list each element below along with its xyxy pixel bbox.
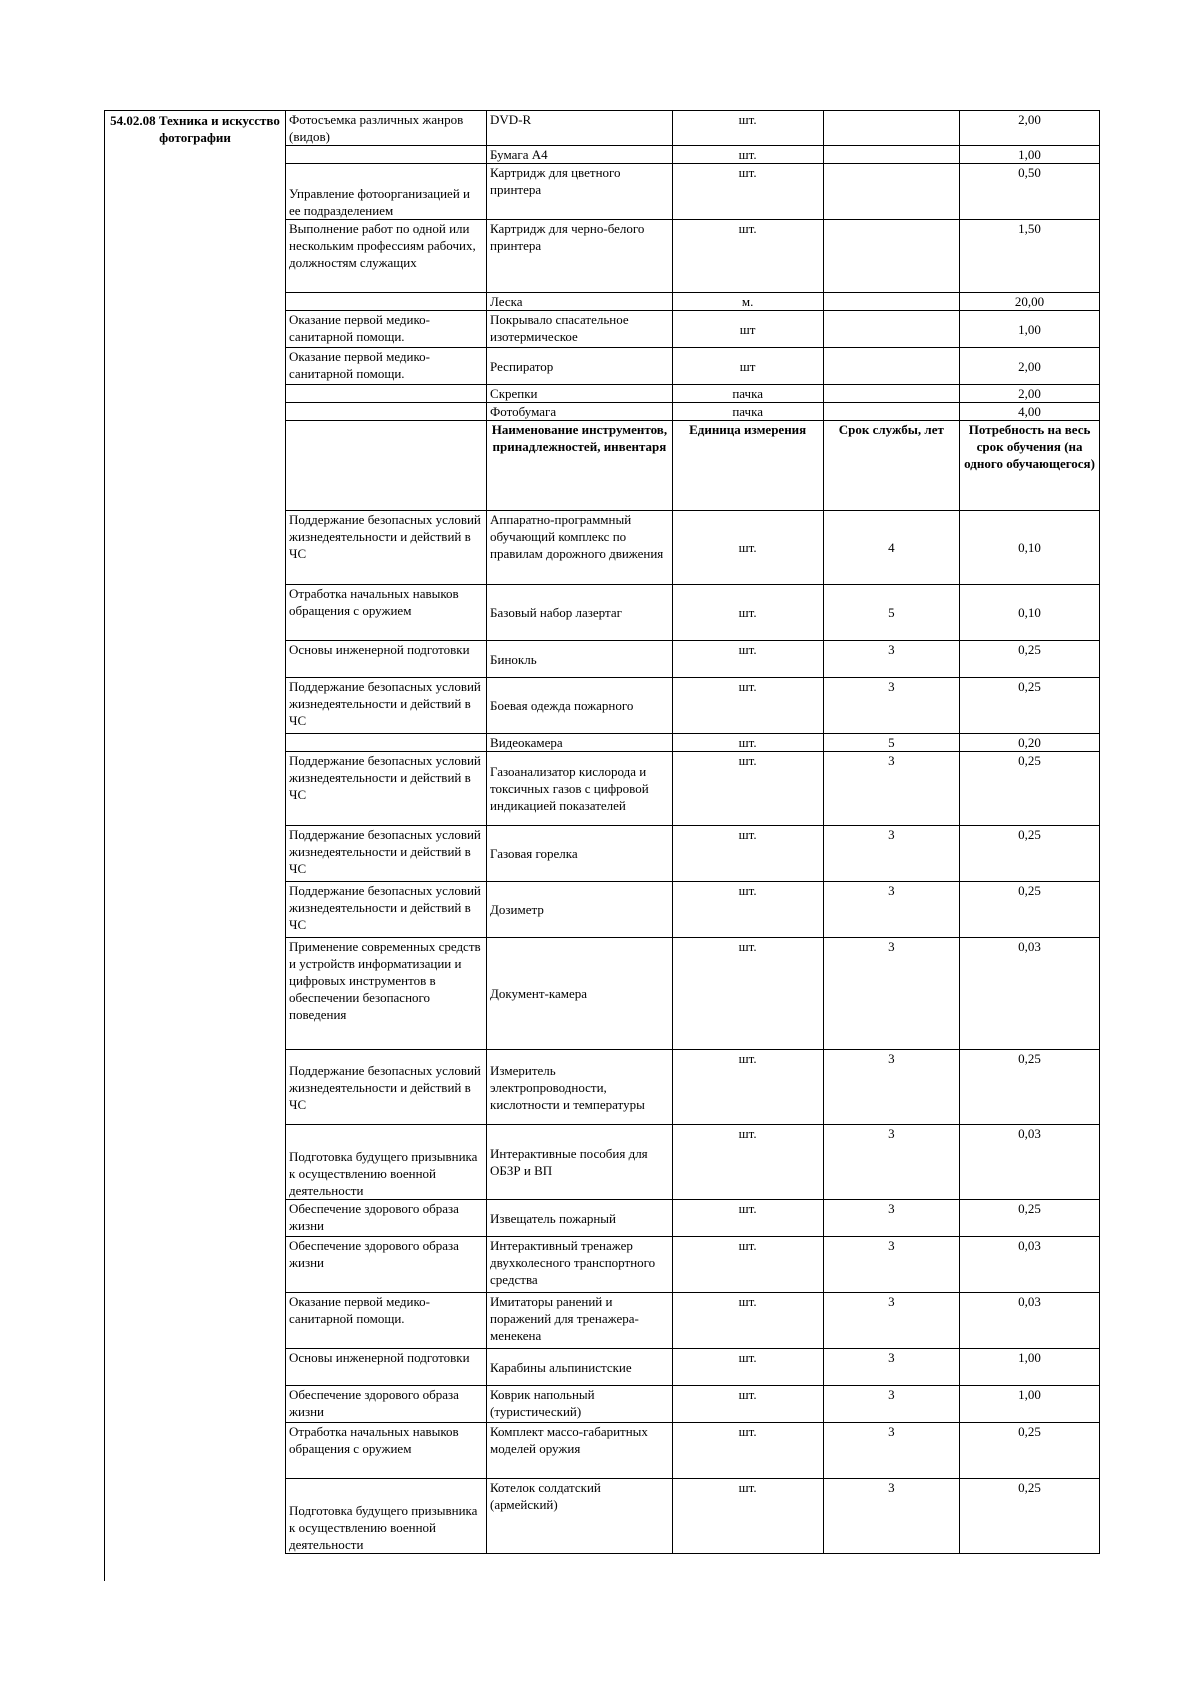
header-need: Потребность на весь срок обучения (на одного обучающегося): [960, 421, 1100, 511]
unit-cell: шт.: [672, 111, 823, 146]
table-row: [286, 385, 1100, 403]
need-cell: 0,25: [960, 1423, 1100, 1479]
activity-cell: [286, 146, 487, 164]
specialty-name: 54.02.08 Техника и искусство фотографии: [110, 113, 280, 145]
need-cell: 0,25: [960, 752, 1100, 826]
need-cell: 0,03: [960, 1293, 1100, 1349]
activity-cell: Подготовка будущего призывника к осуществлению военной деятельности: [286, 1125, 487, 1200]
item-cell: Интерактивные пособия для ОБЗР и ВП: [487, 1125, 673, 1200]
activity-cell: [286, 403, 487, 421]
need-cell: 1,00: [960, 1349, 1100, 1386]
life-cell: [823, 385, 960, 403]
life-cell: 3: [823, 1200, 960, 1237]
unit-cell: шт.: [672, 826, 823, 882]
unit-cell: шт.: [672, 511, 823, 585]
item-cell: Извещатель пожарный: [487, 1200, 673, 1237]
need-cell: 1,50: [960, 220, 1100, 293]
life-cell: 3: [823, 1125, 960, 1200]
activity-cell: [286, 734, 487, 752]
need-cell: 0,25: [960, 826, 1100, 882]
item-cell: Интерактивный тренажер двухколесного транспортного средства: [487, 1237, 673, 1293]
item-cell: Картридж для цветного принтера: [487, 164, 673, 220]
table-row: [286, 1050, 1100, 1125]
need-cell: 0,03: [960, 1125, 1100, 1200]
item-cell: Покрывало спасательное изотермическое: [487, 311, 673, 348]
life-cell: [823, 146, 960, 164]
life-cell: 3: [823, 826, 960, 882]
item-cell: Коврик напольный (туристический): [487, 1386, 673, 1423]
activity-cell: Управление фотоорганизацией и ее подразделением: [286, 164, 487, 220]
activity-cell: Применение современных средств и устройств информатизации и цифровых инструментов в обеспечении безопасного поведения: [286, 938, 487, 1050]
unit-cell: шт.: [672, 1479, 823, 1554]
need-cell: 1,00: [960, 311, 1100, 348]
life-cell: 3: [823, 678, 960, 734]
item-cell: Леска: [487, 293, 673, 311]
need-cell: 0,03: [960, 938, 1100, 1050]
need-cell: 20,00: [960, 293, 1100, 311]
life-cell: 3: [823, 1050, 960, 1125]
unit-cell: шт.: [672, 1200, 823, 1237]
item-cell: Респиратор: [487, 348, 673, 385]
need-cell: 0,20: [960, 734, 1100, 752]
table-row: [286, 403, 1100, 421]
unit-cell: шт.: [672, 164, 823, 220]
table-row: [286, 164, 1100, 220]
need-cell: 0,25: [960, 678, 1100, 734]
item-cell: Скрепки: [487, 385, 673, 403]
need-cell: 0,25: [960, 882, 1100, 938]
table-row: [286, 1423, 1100, 1479]
unit-cell: шт.: [672, 146, 823, 164]
unit-cell: пачка: [672, 403, 823, 421]
need-cell: 0,03: [960, 1237, 1100, 1293]
header-life: Срок службы, лет: [823, 421, 960, 511]
unit-cell: шт: [672, 311, 823, 348]
need-cell: 0,25: [960, 1479, 1100, 1554]
header-item: Наименование инструментов, принадлежностей, инвентаря: [487, 421, 673, 511]
item-cell: Дозиметр: [487, 882, 673, 938]
item-cell: Документ-камера: [487, 938, 673, 1050]
activity-cell: [286, 293, 487, 311]
life-cell: 4: [823, 511, 960, 585]
item-cell: Измеритель электропроводности, кислотности и температуры: [487, 1050, 673, 1125]
table-row: [286, 220, 1100, 293]
table-row: [286, 1293, 1100, 1349]
life-cell: [823, 403, 960, 421]
need-cell: 1,00: [960, 1386, 1100, 1423]
table-row: [286, 1386, 1100, 1423]
table-row: [286, 585, 1100, 641]
need-cell: 0,10: [960, 511, 1100, 585]
activity-cell: Поддержание безопасных условий жизнедеятельности и действий в ЧС: [286, 826, 487, 882]
life-cell: [823, 111, 960, 146]
activity-cell: Подготовка будущего призывника к осуществлению военной деятельности: [286, 1479, 487, 1554]
item-cell: Аппаратно-программный обучающий комплекс по правилам дорожного движения: [487, 511, 673, 585]
activity-cell: Поддержание безопасных условий жизнедеятельности и действий в ЧС: [286, 882, 487, 938]
activity-cell: Поддержание безопасных условий жизнедеятельности и действий в ЧС: [286, 511, 487, 585]
item-cell: Газоанализатор кислорода и токсичных газов с цифровой индикацией показателей: [487, 752, 673, 826]
life-cell: 3: [823, 641, 960, 678]
activity-cell: Обеспечение здорового образа жизни: [286, 1386, 487, 1423]
unit-cell: шт.: [672, 1237, 823, 1293]
item-cell: Фотобумага: [487, 403, 673, 421]
activity-cell: Основы инженерной подготовки: [286, 641, 487, 678]
unit-cell: шт.: [672, 752, 823, 826]
activity-cell: Поддержание безопасных условий жизнедеятельности и действий в ЧС: [286, 1050, 487, 1125]
unit-cell: шт.: [672, 585, 823, 641]
item-cell: Комплект массо-габаритных моделей оружия: [487, 1423, 673, 1479]
activity-cell: Отработка начальных навыков обращения с оружием: [286, 585, 487, 641]
life-cell: [823, 311, 960, 348]
table-row: [286, 1125, 1100, 1200]
item-cell: Бинокль: [487, 641, 673, 678]
life-cell: 3: [823, 938, 960, 1050]
item-cell: Имитаторы ранений и поражений для тренажера-менекена: [487, 1293, 673, 1349]
unit-cell: шт.: [672, 1050, 823, 1125]
need-cell: 0,10: [960, 585, 1100, 641]
item-cell: Газовая горелка: [487, 826, 673, 882]
activity-cell: Обеспечение здорового образа жизни: [286, 1200, 487, 1237]
life-cell: [823, 348, 960, 385]
table-row: [286, 938, 1100, 1050]
table-row: [286, 1479, 1100, 1554]
equipment-table: [285, 110, 1100, 1554]
item-cell: Карабины альпинистские: [487, 1349, 673, 1386]
life-cell: 3: [823, 1293, 960, 1349]
table-row: [286, 111, 1100, 146]
life-cell: 5: [823, 734, 960, 752]
table-row: [286, 1349, 1100, 1386]
item-cell: Базовый набор лазертаг: [487, 585, 673, 641]
activity-cell: Фотосъемка различных жанров (видов): [286, 111, 487, 146]
activity-cell: Обеспечение здорового образа жизни: [286, 1237, 487, 1293]
unit-cell: шт.: [672, 882, 823, 938]
need-cell: 0,25: [960, 641, 1100, 678]
activity-cell: Выполнение работ по одной или нескольким профессиям рабочих, должностям служащих: [286, 220, 487, 293]
table-row: [286, 734, 1100, 752]
need-cell: 0,25: [960, 1050, 1100, 1125]
activity-cell: Оказание первой медико-санитарной помощи.: [286, 311, 487, 348]
item-cell: Котелок солдатский (армейский): [487, 1479, 673, 1554]
unit-cell: пачка: [672, 385, 823, 403]
unit-cell: шт.: [672, 220, 823, 293]
item-cell: DVD-R: [487, 111, 673, 146]
table-row: [286, 882, 1100, 938]
table-row: [286, 293, 1100, 311]
item-cell: Видеокамера: [487, 734, 673, 752]
life-cell: 3: [823, 1237, 960, 1293]
specialty-cell: [104, 110, 285, 1581]
unit-cell: шт.: [672, 1125, 823, 1200]
unit-cell: м.: [672, 293, 823, 311]
activity-cell: Поддержание безопасных условий жизнедеятельности и действий в ЧС: [286, 678, 487, 734]
unit-cell: шт.: [672, 678, 823, 734]
activity-cell: [286, 385, 487, 403]
need-cell: 4,00: [960, 403, 1100, 421]
table-row: [286, 146, 1100, 164]
unit-cell: шт.: [672, 1293, 823, 1349]
activity-cell: Оказание первой медико-санитарной помощи.: [286, 1293, 487, 1349]
life-cell: [823, 220, 960, 293]
table-row: [286, 511, 1100, 585]
item-cell: Бумага А4: [487, 146, 673, 164]
item-cell: Боевая одежда пожарного: [487, 678, 673, 734]
table-row: [286, 641, 1100, 678]
life-cell: 3: [823, 1386, 960, 1423]
need-cell: 2,00: [960, 348, 1100, 385]
unit-cell: шт.: [672, 938, 823, 1050]
table-row: [286, 348, 1100, 385]
life-cell: 3: [823, 1349, 960, 1386]
life-cell: 3: [823, 752, 960, 826]
activity-cell: Оказание первой медико-санитарной помощи.: [286, 348, 487, 385]
need-cell: 0,25: [960, 1200, 1100, 1237]
unit-cell: шт: [672, 348, 823, 385]
table-row: [286, 752, 1100, 826]
unit-cell: шт.: [672, 1386, 823, 1423]
unit-cell: шт.: [672, 1423, 823, 1479]
unit-cell: шт.: [672, 641, 823, 678]
table-row: [286, 311, 1100, 348]
activity-cell: Отработка начальных навыков обращения с оружием: [286, 1423, 487, 1479]
activity-cell: Основы инженерной подготовки: [286, 1349, 487, 1386]
need-cell: 0,50: [960, 164, 1100, 220]
table-row: [286, 1237, 1100, 1293]
table-row: [286, 678, 1100, 734]
table-row: [286, 826, 1100, 882]
tools-header-row: [286, 421, 1100, 511]
unit-cell: шт.: [672, 1349, 823, 1386]
table-row: [286, 1200, 1100, 1237]
need-cell: 1,00: [960, 146, 1100, 164]
unit-cell: шт.: [672, 734, 823, 752]
item-cell: Картридж для черно-белого принтера: [487, 220, 673, 293]
life-cell: 3: [823, 1479, 960, 1554]
header-activity: [286, 421, 487, 511]
need-cell: 2,00: [960, 385, 1100, 403]
life-cell: [823, 293, 960, 311]
header-unit: Единица измерения: [672, 421, 823, 511]
life-cell: 3: [823, 882, 960, 938]
need-cell: 2,00: [960, 111, 1100, 146]
life-cell: [823, 164, 960, 220]
life-cell: 5: [823, 585, 960, 641]
life-cell: 3: [823, 1423, 960, 1479]
activity-cell: Поддержание безопасных условий жизнедеятельности и действий в ЧС: [286, 752, 487, 826]
